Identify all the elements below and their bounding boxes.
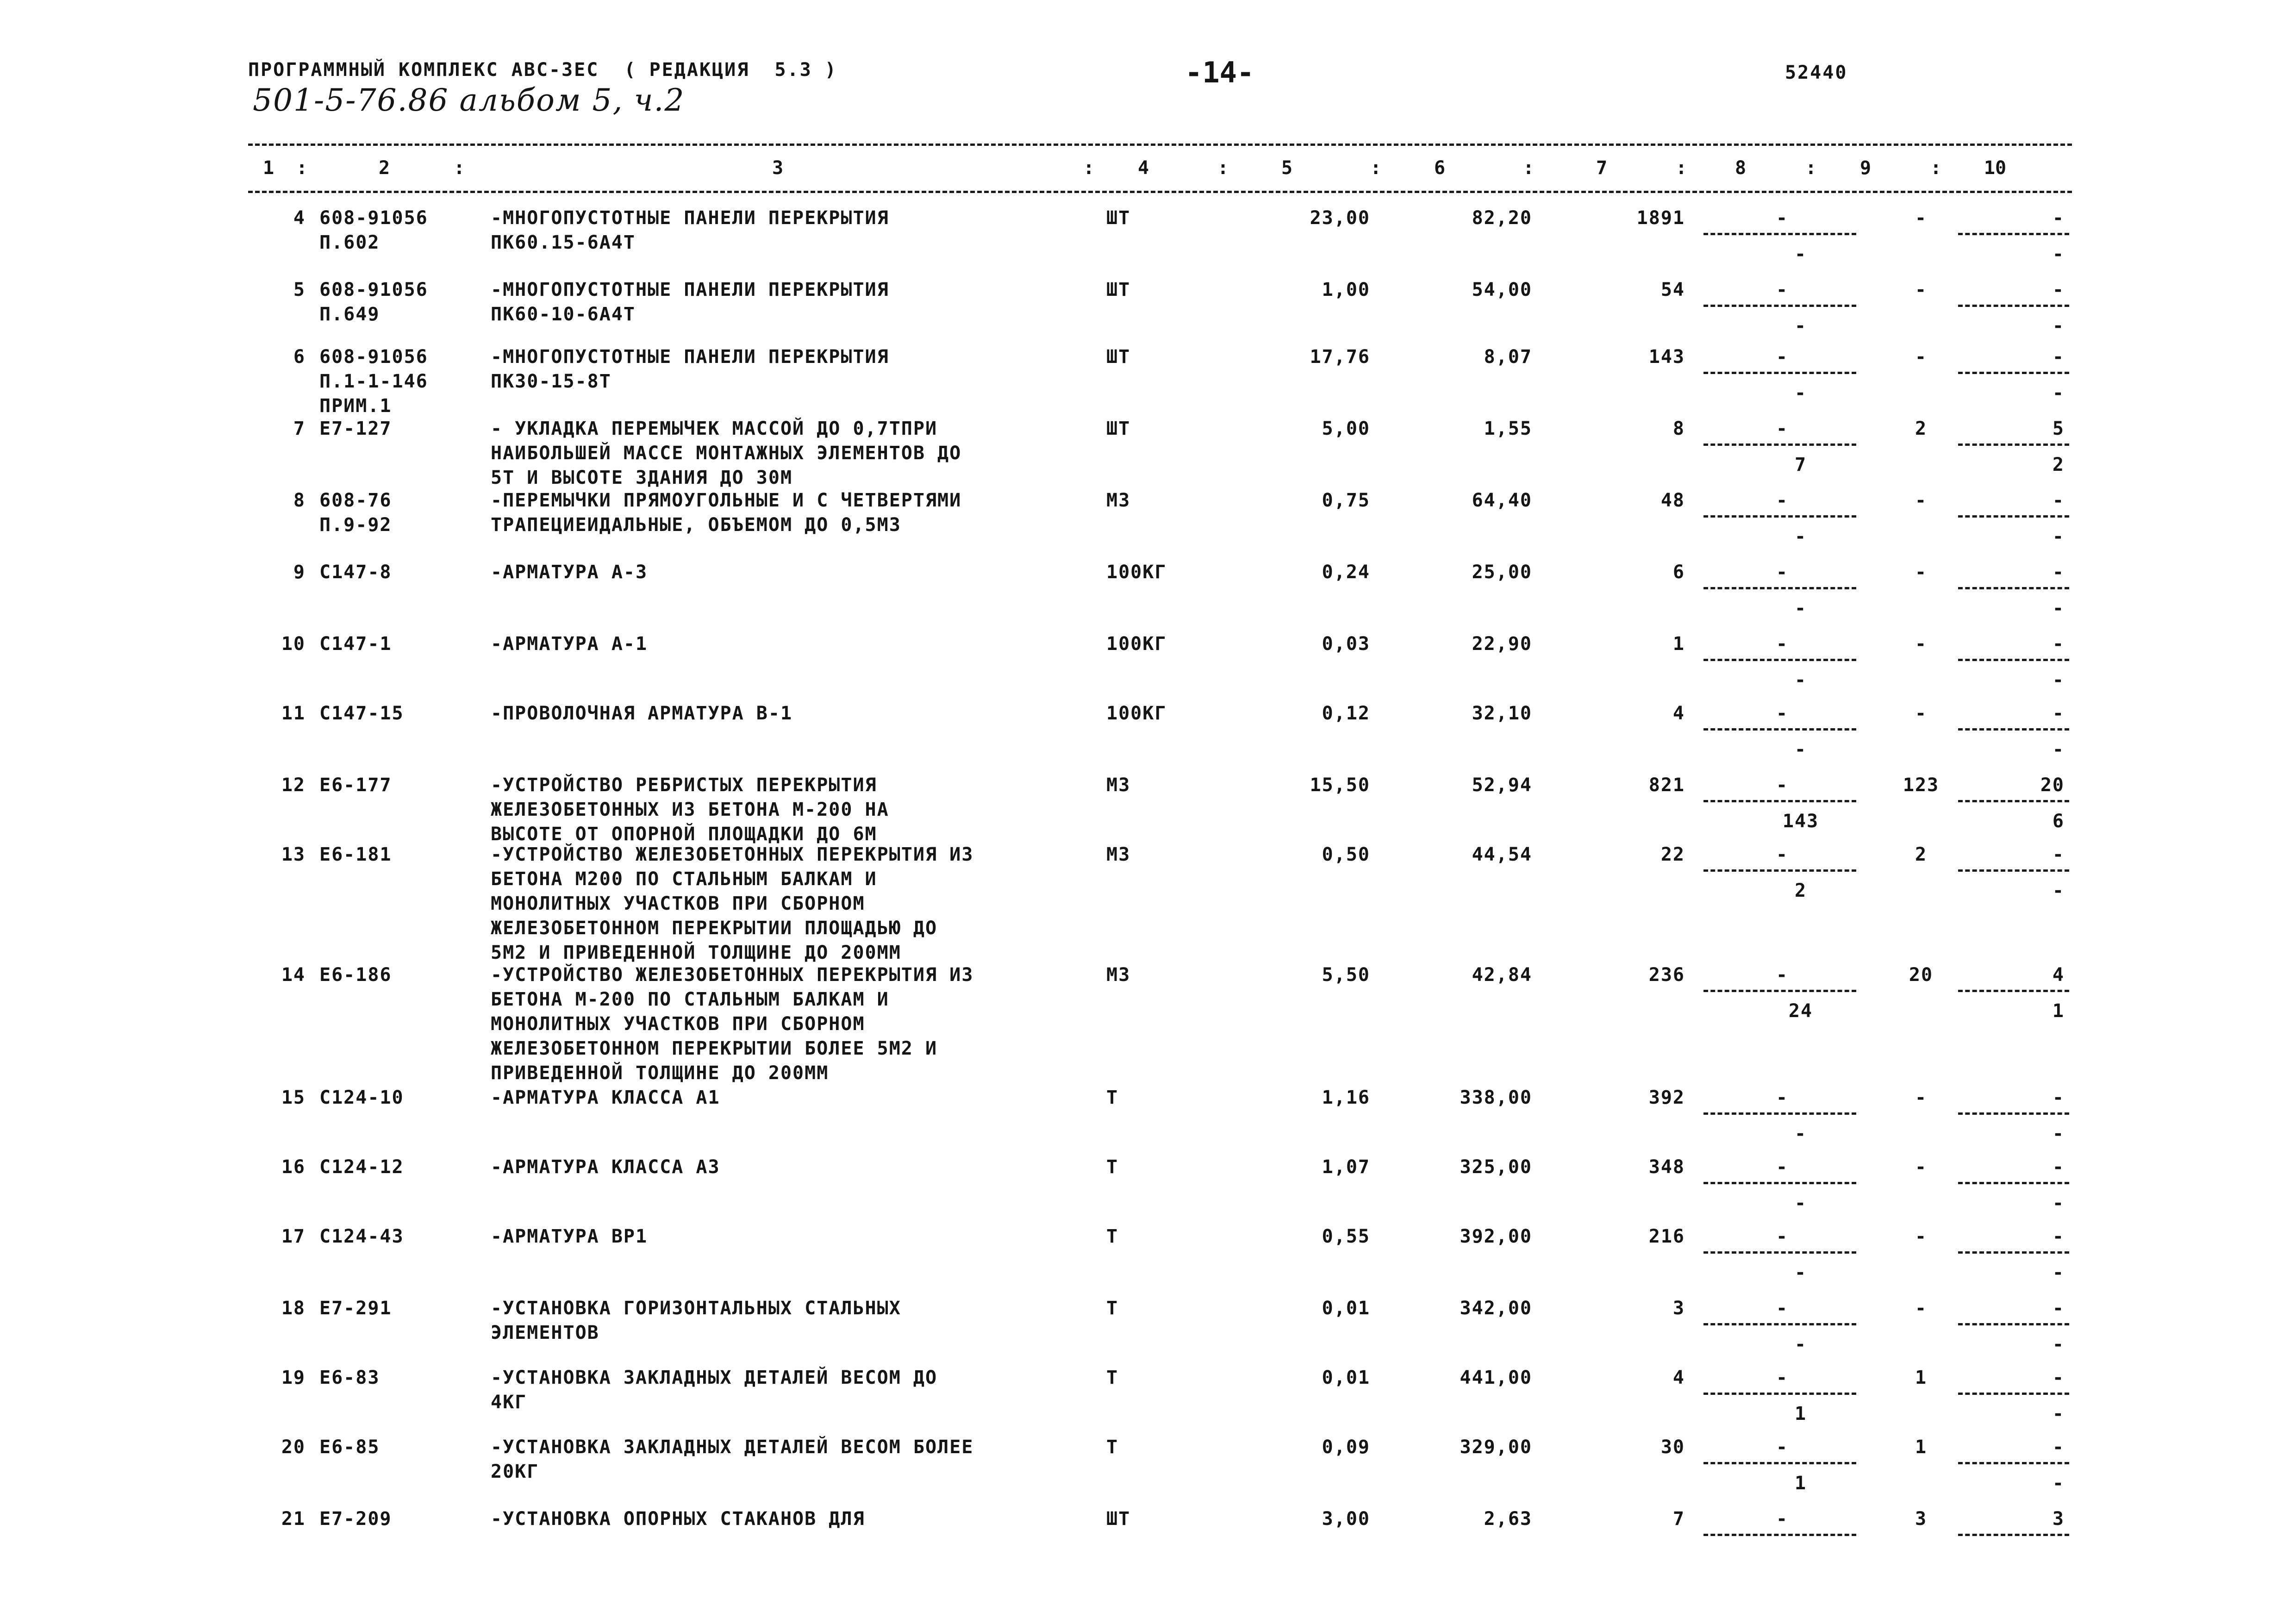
col8-divider xyxy=(1703,1182,1856,1184)
unit-price: 54,00 xyxy=(1472,279,1532,300)
row-number: 20 xyxy=(281,1437,306,1458)
rate-code: П.602 xyxy=(319,232,380,253)
column-header-10: 10 xyxy=(1984,157,2007,179)
quantity: 5,00 xyxy=(1322,418,1370,439)
col8-divider xyxy=(1703,443,1856,446)
row-number: 10 xyxy=(281,633,306,655)
rate-code: Е6-85 xyxy=(319,1437,380,1458)
col8-upper-value: - xyxy=(1776,775,1789,796)
col10-divider xyxy=(1958,1251,2069,1254)
work-description: ПК60-10-6А4Т xyxy=(491,304,636,325)
col10-lower-value: - xyxy=(2052,315,2065,337)
work-description: ПК30-15-8Т xyxy=(491,371,611,392)
col8-lower-value: - xyxy=(1794,669,1807,691)
col8-divider xyxy=(1703,515,1856,518)
column-header-4: 4 xyxy=(1137,157,1149,179)
unit-of-measure: ШТ xyxy=(1106,346,1131,368)
unit-of-measure: М3 xyxy=(1106,964,1131,986)
row-number: 21 xyxy=(281,1508,306,1530)
col10-divider xyxy=(1958,1534,2069,1536)
col10-divider xyxy=(1958,659,2069,661)
unit-of-measure: Т xyxy=(1106,1156,1119,1178)
rate-code: Е7-127 xyxy=(319,418,392,439)
col10-divider xyxy=(1958,1112,2069,1115)
col10-upper-value: - xyxy=(2052,1226,2065,1247)
row-number: 12 xyxy=(281,775,306,796)
col8-lower-value: 2 xyxy=(1794,880,1807,901)
work-description: БЕТОНА М-200 ПО СТАЛЬНЫМ БАЛКАМ И xyxy=(491,989,889,1010)
work-description: -УСТАНОВКА ГОРИЗОНТАЛЬНЫХ СТАЛЬНЫХ xyxy=(491,1298,901,1319)
col8-upper-value: - xyxy=(1776,1367,1789,1388)
col10-lower-value: - xyxy=(2052,382,2065,404)
work-description: -УСТАНОВКА ЗАКЛАДНЫХ ДЕТАЛЕЙ ВЕСОМ ДО xyxy=(491,1367,938,1388)
unit-price: 32,10 xyxy=(1472,703,1532,724)
total-cost: 54 xyxy=(1660,279,1685,300)
col8-divider xyxy=(1703,728,1856,731)
rate-code: Е7-291 xyxy=(319,1298,392,1319)
col10-upper-value: - xyxy=(2052,490,2065,511)
col10-upper-value: - xyxy=(2052,1087,2065,1108)
col8-upper-value: - xyxy=(1776,418,1789,439)
unit-price: 441,00 xyxy=(1460,1367,1532,1388)
total-cost: 348 xyxy=(1648,1156,1685,1178)
work-description: -АРМАТУРА КЛАССА А3 xyxy=(491,1156,720,1178)
rate-code: Е7-209 xyxy=(319,1508,392,1530)
col10-upper-value: - xyxy=(2052,1156,2065,1178)
total-cost: 1891 xyxy=(1636,207,1685,229)
row-number: 14 xyxy=(281,964,306,986)
col8-divider xyxy=(1703,587,1856,589)
table-top-rule xyxy=(248,144,2072,146)
column-header-7: 7 xyxy=(1596,157,1608,179)
column-header-1: 1 xyxy=(262,157,275,179)
row-number: 11 xyxy=(281,703,306,724)
col8-divider xyxy=(1703,305,1856,307)
col8-upper-value: - xyxy=(1776,562,1789,583)
col9-value: 123 xyxy=(1903,775,1940,796)
col9-value: - xyxy=(1915,703,1928,724)
column-separator: : xyxy=(1370,157,1382,179)
col8-divider xyxy=(1703,990,1856,992)
quantity: 3,00 xyxy=(1322,1508,1370,1530)
total-cost: 3 xyxy=(1672,1298,1685,1319)
col10-divider xyxy=(1958,990,2069,992)
work-description: ЭЛЕМЕНТОВ xyxy=(491,1322,599,1343)
row-number: 4 xyxy=(293,207,306,229)
work-description: ПРИВЕДЕННОЙ ТОЛЩИНЕ ДО 200ММ xyxy=(491,1062,829,1084)
col10-upper-value: 3 xyxy=(2052,1508,2065,1530)
col10-divider xyxy=(1958,1462,2069,1464)
col8-upper-value: - xyxy=(1776,1298,1789,1319)
work-description: -МНОГОПУСТОТНЫЕ ПАНЕЛИ ПЕРЕКРЫТИЯ xyxy=(491,346,889,368)
work-description: НАИБОЛЬШЕЙ МАССЕ МОНТАЖНЫХ ЭЛЕМЕНТОВ ДО xyxy=(491,443,962,464)
row-number: 13 xyxy=(281,844,306,865)
column-header-6: 6 xyxy=(1434,157,1446,179)
total-cost: 30 xyxy=(1660,1437,1685,1458)
rate-code: С147-8 xyxy=(319,562,392,583)
total-cost: 48 xyxy=(1660,490,1685,511)
unit-of-measure: ШТ xyxy=(1106,207,1131,229)
unit-of-measure: М3 xyxy=(1106,490,1131,511)
col8-upper-value: - xyxy=(1776,346,1789,368)
total-cost: 6 xyxy=(1672,562,1685,583)
total-cost: 143 xyxy=(1648,346,1685,368)
quantity: 0,55 xyxy=(1322,1226,1370,1247)
col10-divider xyxy=(1958,587,2069,589)
col8-lower-value: - xyxy=(1794,382,1807,404)
unit-of-measure: Т xyxy=(1106,1226,1119,1247)
unit-of-measure: ШТ xyxy=(1106,418,1131,439)
col10-lower-value: - xyxy=(2052,1123,2065,1144)
col10-lower-value: 2 xyxy=(2052,454,2065,475)
col9-value: - xyxy=(1915,346,1928,368)
col8-lower-value: - xyxy=(1794,1262,1807,1283)
col8-upper-value: - xyxy=(1776,1437,1789,1458)
unit-price: 2,63 xyxy=(1484,1508,1532,1530)
total-cost: 4 xyxy=(1672,1367,1685,1388)
col10-lower-value: - xyxy=(2052,526,2065,547)
total-cost: 22 xyxy=(1660,844,1685,865)
row-number: 15 xyxy=(281,1087,306,1108)
column-header-2: 2 xyxy=(378,157,390,179)
col8-upper-value: - xyxy=(1776,844,1789,865)
work-description: БЕТОНА М200 ПО СТАЛЬНЫМ БАЛКАМ И xyxy=(491,868,877,890)
col9-value: - xyxy=(1915,490,1928,511)
rate-code: 608-91056 xyxy=(319,346,428,368)
total-cost: 1 xyxy=(1672,633,1685,655)
quantity: 0,24 xyxy=(1322,562,1370,583)
col10-lower-value: - xyxy=(2052,1334,2065,1355)
rate-code: Е6-177 xyxy=(319,775,392,796)
col8-lower-value: - xyxy=(1794,739,1807,760)
col8-upper-value: - xyxy=(1776,490,1789,511)
work-description: 4КГ xyxy=(491,1392,527,1413)
col10-upper-value: 20 xyxy=(2040,775,2065,796)
work-description: -АРМАТУРА ВР1 xyxy=(491,1226,648,1247)
col10-upper-value: - xyxy=(2052,279,2065,300)
row-number: 7 xyxy=(293,418,306,439)
work-description: -МНОГОПУСТОТНЫЕ ПАНЕЛИ ПЕРЕКРЫТИЯ xyxy=(491,207,889,229)
rate-code: С124-12 xyxy=(319,1156,404,1178)
quantity: 0,75 xyxy=(1322,490,1370,511)
col9-value: - xyxy=(1915,1226,1928,1247)
col8-upper-value: - xyxy=(1776,964,1789,986)
work-description: -АРМАТУРА А-1 xyxy=(491,633,648,655)
work-description: -АРМАТУРА А-3 xyxy=(491,562,648,583)
col8-divider xyxy=(1703,800,1856,802)
col8-lower-value: 7 xyxy=(1794,454,1807,475)
col8-divider xyxy=(1703,1393,1856,1395)
unit-price: 42,84 xyxy=(1472,964,1532,986)
quantity: 15,50 xyxy=(1310,775,1370,796)
work-description: 20КГ xyxy=(491,1461,539,1482)
col8-divider xyxy=(1703,1251,1856,1254)
col8-upper-value: - xyxy=(1776,279,1789,300)
col8-lower-value: 143 xyxy=(1782,811,1819,832)
total-cost: 7 xyxy=(1672,1508,1685,1530)
col10-upper-value: 5 xyxy=(2052,418,2065,439)
col9-value: - xyxy=(1915,1156,1928,1178)
col8-upper-value: - xyxy=(1776,1226,1789,1247)
col8-upper-value: - xyxy=(1776,1156,1789,1178)
rate-code: П.9-92 xyxy=(319,514,392,536)
col8-lower-value: - xyxy=(1794,526,1807,547)
quantity: 1,16 xyxy=(1322,1087,1370,1108)
quantity: 5,50 xyxy=(1322,964,1370,986)
col9-value: 2 xyxy=(1915,844,1928,865)
col10-lower-value: - xyxy=(2052,880,2065,901)
total-cost: 8 xyxy=(1672,418,1685,439)
work-description: МОНОЛИТНЫХ УЧАСТКОВ ПРИ СБОРНОМ xyxy=(491,1013,865,1035)
unit-of-measure: М3 xyxy=(1106,775,1131,796)
quantity: 0,50 xyxy=(1322,844,1370,865)
work-description: -МНОГОПУСТОТНЫЕ ПАНЕЛИ ПЕРЕКРЫТИЯ xyxy=(491,279,889,300)
col9-value: - xyxy=(1915,1087,1928,1108)
col10-divider xyxy=(1958,1323,2069,1325)
col10-divider xyxy=(1958,869,2069,872)
quantity: 1,00 xyxy=(1322,279,1370,300)
column-header-9: 9 xyxy=(1859,157,1872,179)
col8-divider xyxy=(1703,1462,1856,1464)
work-description: ПК60.15-6А4Т xyxy=(491,232,636,253)
unit-price: 392,00 xyxy=(1460,1226,1532,1247)
work-description: -УСТРОЙСТВО ЖЕЛЕЗОБЕТОННЫХ ПЕРЕКРЫТИЯ ИЗ xyxy=(491,844,974,865)
col9-value: - xyxy=(1915,562,1928,583)
col10-lower-value: - xyxy=(2052,1403,2065,1424)
col10-divider xyxy=(1958,1182,2069,1184)
col10-divider xyxy=(1958,305,2069,307)
work-description: -АРМАТУРА КЛАССА А1 xyxy=(491,1087,720,1108)
total-cost: 216 xyxy=(1648,1226,1685,1247)
col10-lower-value: - xyxy=(2052,1262,2065,1283)
column-separator: : xyxy=(296,157,308,179)
rate-code: С147-1 xyxy=(319,633,392,655)
column-header-5: 5 xyxy=(1281,157,1293,179)
unit-of-measure: Т xyxy=(1106,1367,1119,1388)
col8-lower-value: - xyxy=(1794,1123,1807,1144)
col10-divider xyxy=(1958,233,2069,235)
col10-upper-value: - xyxy=(2052,1437,2065,1458)
work-description: МОНОЛИТНЫХ УЧАСТКОВ ПРИ СБОРНОМ xyxy=(491,893,865,914)
col8-upper-value: - xyxy=(1776,1087,1789,1108)
rate-code: П.649 xyxy=(319,304,380,325)
program-title: ПРОГРАММНЫЙ КОМПЛЕКС АВС-3ЕС ( РЕДАКЦИЯ 5.3 ) xyxy=(248,59,837,81)
col10-upper-value: - xyxy=(2052,633,2065,655)
col10-divider xyxy=(1958,515,2069,518)
unit-of-measure: М3 xyxy=(1106,844,1131,865)
unit-price: 325,00 xyxy=(1460,1156,1532,1178)
total-cost: 4 xyxy=(1672,703,1685,724)
unit-price: 338,00 xyxy=(1460,1087,1532,1108)
col10-divider xyxy=(1958,1393,2069,1395)
col8-lower-value: - xyxy=(1794,598,1807,619)
page-number: -14- xyxy=(1185,56,1254,89)
col8-lower-value: 1 xyxy=(1794,1403,1807,1424)
col10-divider xyxy=(1958,800,2069,802)
col8-upper-value: - xyxy=(1776,703,1789,724)
col9-value: - xyxy=(1915,207,1928,229)
row-number: 9 xyxy=(293,562,306,583)
rate-code: С124-10 xyxy=(319,1087,404,1108)
col9-value: 20 xyxy=(1909,964,1934,986)
col10-upper-value: - xyxy=(2052,1298,2065,1319)
col8-lower-value: 24 xyxy=(1788,1000,1813,1022)
work-description: -УСТАНОВКА ЗАКЛАДНЫХ ДЕТАЛЕЙ ВЕСОМ БОЛЕЕ xyxy=(491,1437,974,1458)
col10-upper-value: - xyxy=(2052,207,2065,229)
rate-code: Е6-181 xyxy=(319,844,392,865)
col8-divider xyxy=(1703,1323,1856,1325)
col8-lower-value: - xyxy=(1794,244,1807,265)
col8-divider xyxy=(1703,372,1856,374)
unit-price: 44,54 xyxy=(1472,844,1532,865)
work-description: ВЫСОТЕ ОТ ОПОРНОЙ ПЛОЩАДКИ ДО 6М xyxy=(491,824,877,845)
unit-price: 329,00 xyxy=(1460,1437,1532,1458)
col9-value: 3 xyxy=(1915,1508,1928,1530)
unit-of-measure: 100КГ xyxy=(1106,562,1167,583)
unit-price: 8,07 xyxy=(1484,346,1532,368)
work-description: - УКЛАДКА ПЕРЕМЫЧЕК МАССОЙ ДО 0,7ТПРИ xyxy=(491,418,938,439)
col10-lower-value: - xyxy=(2052,739,2065,760)
col10-lower-value: - xyxy=(2052,244,2065,265)
column-separator: : xyxy=(1083,157,1095,179)
col9-value: - xyxy=(1915,1298,1928,1319)
unit-of-measure: 100КГ xyxy=(1106,703,1167,724)
col10-divider xyxy=(1958,443,2069,446)
col8-divider xyxy=(1703,233,1856,235)
col8-divider xyxy=(1703,659,1856,661)
unit-price: 22,90 xyxy=(1472,633,1532,655)
unit-price: 1,55 xyxy=(1484,418,1532,439)
col8-lower-value: - xyxy=(1794,315,1807,337)
col9-value: - xyxy=(1915,279,1928,300)
col10-lower-value: 1 xyxy=(2052,1000,2065,1022)
rate-code: С124-43 xyxy=(319,1226,404,1247)
work-description: -ПРОВОЛОЧНАЯ АРМАТУРА В-1 xyxy=(491,703,793,724)
total-cost: 821 xyxy=(1648,775,1685,796)
col10-divider xyxy=(1958,372,2069,374)
quantity: 0,01 xyxy=(1322,1367,1370,1388)
col10-lower-value: - xyxy=(2052,1193,2065,1214)
col9-value: 1 xyxy=(1915,1367,1928,1388)
col10-upper-value: - xyxy=(2052,1367,2065,1388)
total-cost: 236 xyxy=(1648,964,1685,986)
column-header-3: 3 xyxy=(772,157,784,179)
work-description: ЖЕЛЕЗОБЕТОННОМ ПЕРЕКРЫТИИ БОЛЕЕ 5М2 И xyxy=(491,1038,938,1059)
col10-lower-value: 6 xyxy=(2052,811,2065,832)
row-number: 18 xyxy=(281,1298,306,1319)
col9-value: 1 xyxy=(1915,1437,1928,1458)
col10-upper-value: - xyxy=(2052,346,2065,368)
unit-of-measure: Т xyxy=(1106,1087,1119,1108)
unit-price: 52,94 xyxy=(1472,775,1532,796)
column-header-8: 8 xyxy=(1734,157,1747,179)
work-description: ЖЕЛЕЗОБЕТОННОМ ПЕРЕКРЫТИИ ПЛОЩАДЬЮ ДО xyxy=(491,918,938,939)
work-description: -УСТРОЙСТВО ЖЕЛЕЗОБЕТОННЫХ ПЕРЕКРЫТИЯ ИЗ xyxy=(491,964,974,986)
row-number: 17 xyxy=(281,1226,306,1247)
rate-code: Е6-186 xyxy=(319,964,392,986)
document-code: 52440 xyxy=(1785,62,1848,83)
row-number: 5 xyxy=(293,279,306,300)
unit-of-measure: 100КГ xyxy=(1106,633,1167,655)
col8-divider xyxy=(1703,869,1856,872)
col8-divider xyxy=(1703,1534,1856,1536)
column-separator: : xyxy=(1217,157,1229,179)
col8-upper-value: - xyxy=(1776,1508,1789,1530)
quantity: 0,09 xyxy=(1322,1437,1370,1458)
rate-code: Е6-83 xyxy=(319,1367,380,1388)
album-handwritten-note: 501-5-76.86 альбом 5, ч.2 xyxy=(253,82,685,118)
quantity: 17,76 xyxy=(1310,346,1370,368)
row-number: 8 xyxy=(293,490,306,511)
col10-lower-value: - xyxy=(2052,669,2065,691)
col10-upper-value: - xyxy=(2052,844,2065,865)
col10-divider xyxy=(1958,728,2069,731)
quantity: 0,03 xyxy=(1322,633,1370,655)
rate-code: П.1-1-146 xyxy=(319,371,428,392)
col10-lower-value: - xyxy=(2052,598,2065,619)
col9-value: 2 xyxy=(1915,418,1928,439)
row-number: 6 xyxy=(293,346,306,368)
table-header-rule xyxy=(248,191,2072,193)
rate-code: 608-76 xyxy=(319,490,392,511)
quantity: 1,07 xyxy=(1322,1156,1370,1178)
unit-price: 64,40 xyxy=(1472,490,1532,511)
rate-code: ПРИМ.1 xyxy=(319,395,392,417)
col10-upper-value: - xyxy=(2052,703,2065,724)
rate-code: 608-91056 xyxy=(319,207,428,229)
work-description: -УСТРОЙСТВО РЕБРИСТЫХ ПЕРЕКРЫТИЯ xyxy=(491,775,877,796)
unit-price: 25,00 xyxy=(1472,562,1532,583)
col10-upper-value: - xyxy=(2052,562,2065,583)
col8-lower-value: - xyxy=(1794,1334,1807,1355)
quantity: 0,01 xyxy=(1322,1298,1370,1319)
col10-upper-value: 4 xyxy=(2052,964,2065,986)
unit-price: 82,20 xyxy=(1472,207,1532,229)
col8-lower-value: - xyxy=(1794,1193,1807,1214)
work-description: ТРАПЕЦИЕИДАЛЬНЫЕ, ОБЪЕМОМ ДО 0,5М3 xyxy=(491,514,901,536)
column-separator: : xyxy=(454,157,465,179)
row-number: 19 xyxy=(281,1367,306,1388)
col8-upper-value: - xyxy=(1776,207,1789,229)
quantity: 23,00 xyxy=(1310,207,1370,229)
col10-lower-value: - xyxy=(2052,1473,2065,1494)
col9-value: - xyxy=(1915,633,1928,655)
column-separator: : xyxy=(1676,157,1687,179)
unit-of-measure: ШТ xyxy=(1106,279,1131,300)
column-separator: : xyxy=(1930,157,1942,179)
total-cost: 392 xyxy=(1648,1087,1685,1108)
rate-code: 608-91056 xyxy=(319,279,428,300)
rate-code: С147-15 xyxy=(319,703,404,724)
work-description: ЖЕЛЕЗОБЕТОННЫХ ИЗ БЕТОНА М-200 НА xyxy=(491,799,889,820)
col8-lower-value: 1 xyxy=(1794,1473,1807,1494)
work-description: 5Т И ВЫСОТЕ ЗДАНИЯ ДО 30М xyxy=(491,467,793,488)
column-separator: : xyxy=(1805,157,1817,179)
work-description: -ПЕРЕМЫЧКИ ПРЯМОУГОЛЬНЫЕ И С ЧЕТВЕРТЯМИ xyxy=(491,490,962,511)
column-separator: : xyxy=(1523,157,1535,179)
unit-price: 342,00 xyxy=(1460,1298,1532,1319)
quantity: 0,12 xyxy=(1322,703,1370,724)
unit-of-measure: Т xyxy=(1106,1437,1119,1458)
unit-of-measure: Т xyxy=(1106,1298,1119,1319)
col8-upper-value: - xyxy=(1776,633,1789,655)
unit-of-measure: ШТ xyxy=(1106,1508,1131,1530)
col8-divider xyxy=(1703,1112,1856,1115)
work-description: -УСТАНОВКА ОПОРНЫХ СТАКАНОВ ДЛЯ xyxy=(491,1508,865,1530)
work-description: 5М2 И ПРИВЕДЕННОЙ ТОЛЩИНЕ ДО 200ММ xyxy=(491,942,901,963)
row-number: 16 xyxy=(281,1156,306,1178)
